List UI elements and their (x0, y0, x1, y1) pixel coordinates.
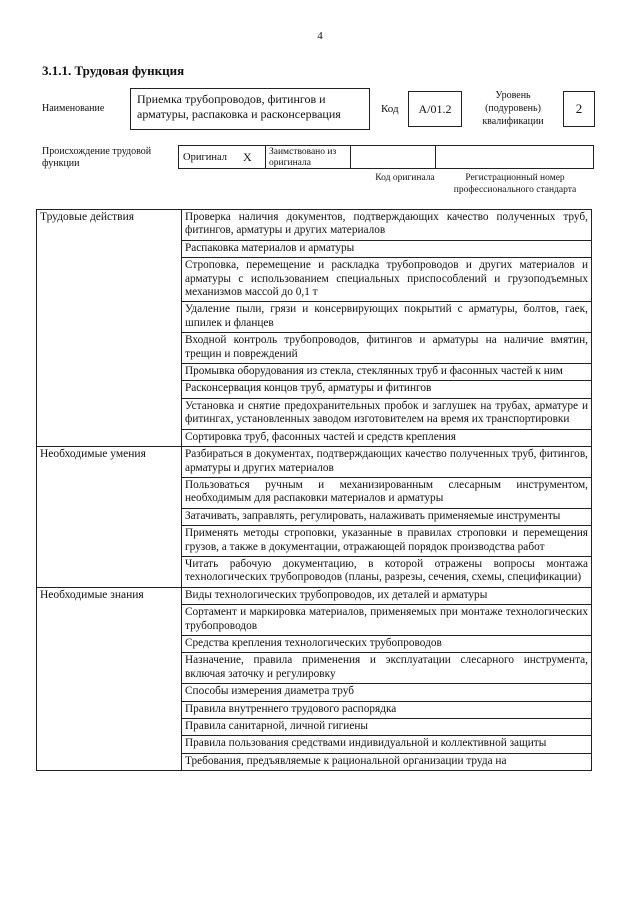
origin-label: Происхождение трудовой функции (42, 146, 152, 169)
item-cell: Требования, предъявляемые к рациональной организации труда на (182, 753, 592, 770)
section-title: 3.1.1. Трудовая функция (42, 63, 185, 78)
level-value: 2 (563, 91, 595, 127)
item-cell: Распаковка материалов и арматуры (182, 240, 592, 257)
item-cell: Строповка, перемещение и раскладка трубопроводов и других материалов и арматуры с использованием специальных приспособлений и грузоподъемных механизмов массой до 0,1 т (182, 258, 592, 302)
name-label: Наименование (42, 103, 105, 114)
origin-row (178, 145, 594, 169)
item-cell: Расконсервация концов труб, арматуры и фитингов (182, 381, 592, 398)
item-cell: Входной контроль трубопроводов, фитингов и арматуры на наличие вмятин, трещин и повреждений (182, 333, 592, 364)
item-cell: Пользоваться ручным и механизированным слесарным инструментом, необходимым для распаковки материалов и арматуры (182, 477, 592, 508)
item-cell: Виды технологических трубопроводов, их деталей и арматуры (182, 587, 592, 604)
item-cell: Правила санитарной, личной гигиены (182, 719, 592, 736)
borrowed-cell (265, 145, 351, 169)
item-cell: Установка и снятие предохранительных пробок и заглушек на трубах, арматуре и фитингах, установленных заводом изготовителем на время их транспортировки (182, 398, 592, 429)
item-cell: Средства крепления технологических трубопроводов (182, 635, 592, 652)
item-cell: Проверка наличия документов, подтверждающих качество полученных труб, фитингов, арматуры и других материалов (182, 210, 592, 241)
item-cell: Правила внутреннего трудового распорядка (182, 701, 592, 718)
code-original-cell (350, 145, 436, 169)
reg-number-cell (435, 145, 594, 169)
item-cell: Читать рабочую документацию, в которой отражены вопросы монтажа технологических трубопроводов (планы, разрезы, сечения, схемы, спецификации) (182, 556, 592, 587)
item-cell: Удаление пыли, грязи и консервирующих покрытий с арматуры, болтов, гаек, шпилек и фланцев (182, 302, 592, 333)
item-cell: Способы измерения диаметра труб (182, 684, 592, 701)
level-label: Уровень (подуровень) квалификации (482, 90, 544, 127)
table-row (37, 447, 592, 478)
original-label: Оригинал (183, 151, 227, 163)
code-value: A/01.2 (408, 91, 462, 127)
item-cell: Правила пользования средствами индивидуальной и коллективной защиты (182, 736, 592, 753)
category-cell: Необходимые умения (37, 447, 182, 588)
category-cell: Трудовые действия (37, 210, 182, 447)
borrowed-label: Заимствовано из оригинала (269, 147, 337, 168)
code-original-label: Код оригинала (375, 173, 435, 183)
table-body (37, 210, 592, 771)
item-cell: Затачивать, заправлять, регулировать, налаживать применяемые инструменты (182, 508, 592, 525)
category-cell: Необходимые знания (37, 587, 182, 770)
table-row (37, 587, 592, 604)
item-cell: Промывка оборудования из стекла, стеклянных труб и фасонных частей к ним (182, 364, 592, 381)
item-cell: Сортамент и маркировка материалов, применяемых при монтаже технологических трубопроводов (182, 605, 592, 636)
original-cell (178, 145, 266, 169)
item-cell: Назначение, правила применения и эксплуатации слесарного инструмента, включая заточку и регулировку (182, 653, 592, 684)
item-cell: Применять методы строповки, указанные в правилах строповки и перемещения грузов, а также в документации, отражающей порядок производства работ (182, 526, 592, 557)
item-cell: Сортировка труб, фасонных частей и средств крепления (182, 429, 592, 446)
code-label: Код (381, 103, 399, 115)
functions-table (36, 209, 592, 771)
reg-number-label: Регистрационный номер профессионального стандарта (453, 173, 577, 195)
original-mark: X (243, 149, 252, 164)
item-cell: Разбираться в документах, подтверждающих качество полученных труб, фитингов, арматуры и других материалов (182, 447, 592, 478)
page-number: 4 (317, 30, 323, 42)
name-value: Приемка трубопроводов, фитингов и арматуры, распаковка и расконсервация (130, 88, 370, 130)
table-row (37, 210, 592, 241)
